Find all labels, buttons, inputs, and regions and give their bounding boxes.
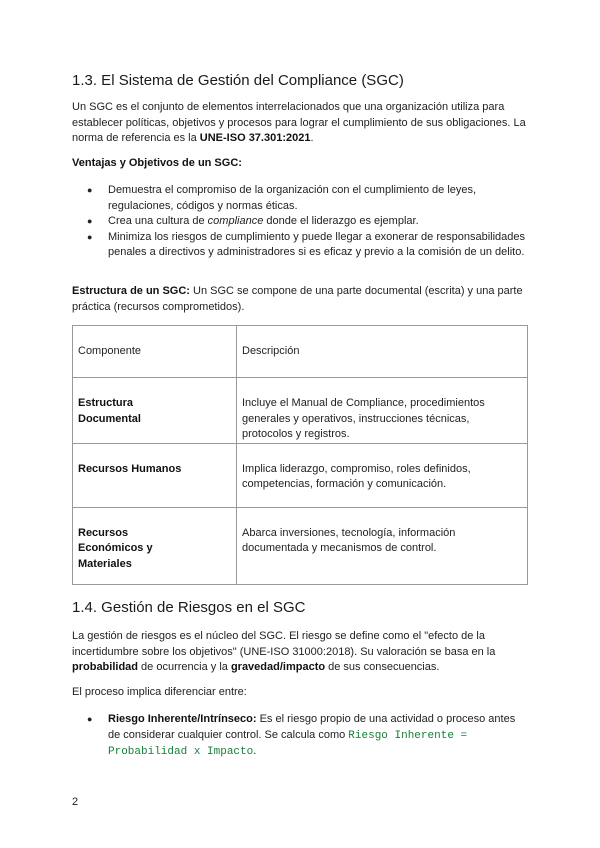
list-item: ● Riesgo Inherente/Intrínseco: Es el riesgo propio de una actividad o proceso antes de considerar cualquier control. Se calcula como Riesgo Inherente = Probabilidad x Impacto. [72, 712, 528, 761]
list-item: ● Minimiza los riesgos de cumplimiento y puede llegar a exonerar de responsabilidades penales a directivos y administradores si es eficaz y previo a la comisión de un delito. [72, 230, 528, 261]
table-cell-component: Recursos Económicos y Materiales [73, 507, 237, 584]
list-item: ● Demuestra el compromiso de la organización con el cumplimiento de leyes, regulaciones, códigos y normas éticas. [72, 183, 528, 214]
riesgos-list [72, 712, 528, 761]
table-row [73, 507, 528, 584]
list-item: ● Crea una cultura de compliance donde el liderazgo es ejemplar. [72, 214, 528, 230]
table-header-row [73, 326, 528, 378]
riesgos-intro-paragraph: La gestión de riesgos es el núcleo del SGC. El riesgo se define como el "efecto de la incertidumbre sobre los objetivos" (UNE-ISO 31000:2018). Su valoración se basa en la probabilidad de ocurrencia y la gravedad/impacto de sus consecuencias. [72, 630, 496, 673]
table-cell-description: Abarca inversiones, tecnología, información documentada y mecanismos de control. [237, 507, 528, 584]
sgc-components-table [72, 325, 528, 585]
proceso-paragraph: El proceso implica diferenciar entre: [72, 686, 247, 698]
ventajas-heading: Ventajas y Objetivos de un SGC: [72, 157, 242, 169]
table-header-cell: Descripción [237, 326, 528, 378]
table-cell-description: Implica liderazgo, compromiso, roles definidos, competencias, formación y comunicación. [237, 443, 528, 507]
section-title-1-3: 1.3. El Sistema de Gestión del Compliance (SGC) [72, 72, 404, 89]
page-number: 2 [72, 796, 79, 808]
table-cell-component: Recursos Humanos [73, 443, 237, 507]
section-title-1-4: 1.4. Gestión de Riesgos en el SGC [72, 599, 306, 616]
formula-code: Riesgo Inherente = Probabilidad x Impacto [108, 729, 468, 758]
sgc-intro-paragraph: Un SGC es el conjunto de elementos interrelacionados que una organización utiliza para establecer políticas, objetivos y procesos para lograr el cumplimiento de sus obligaciones. La norma de referencia es la UNE-ISO 37.301:2021. [72, 101, 526, 144]
ventajas-list [72, 183, 528, 261]
table-row [73, 443, 528, 507]
estructura-paragraph: Estructura de un SGC: Un SGC se compone de una parte documental (escrita) y una parte práctica (recursos comprometidos). [72, 285, 523, 313]
table-cell-description: Incluye el Manual de Compliance, procedimientos generales y operativos, instrucciones técnicas, protocolos y registros. [237, 378, 528, 444]
table-cell-component: Estructura Documental [73, 378, 237, 444]
table-row [73, 378, 528, 444]
table-header-cell: Componente [73, 326, 237, 378]
